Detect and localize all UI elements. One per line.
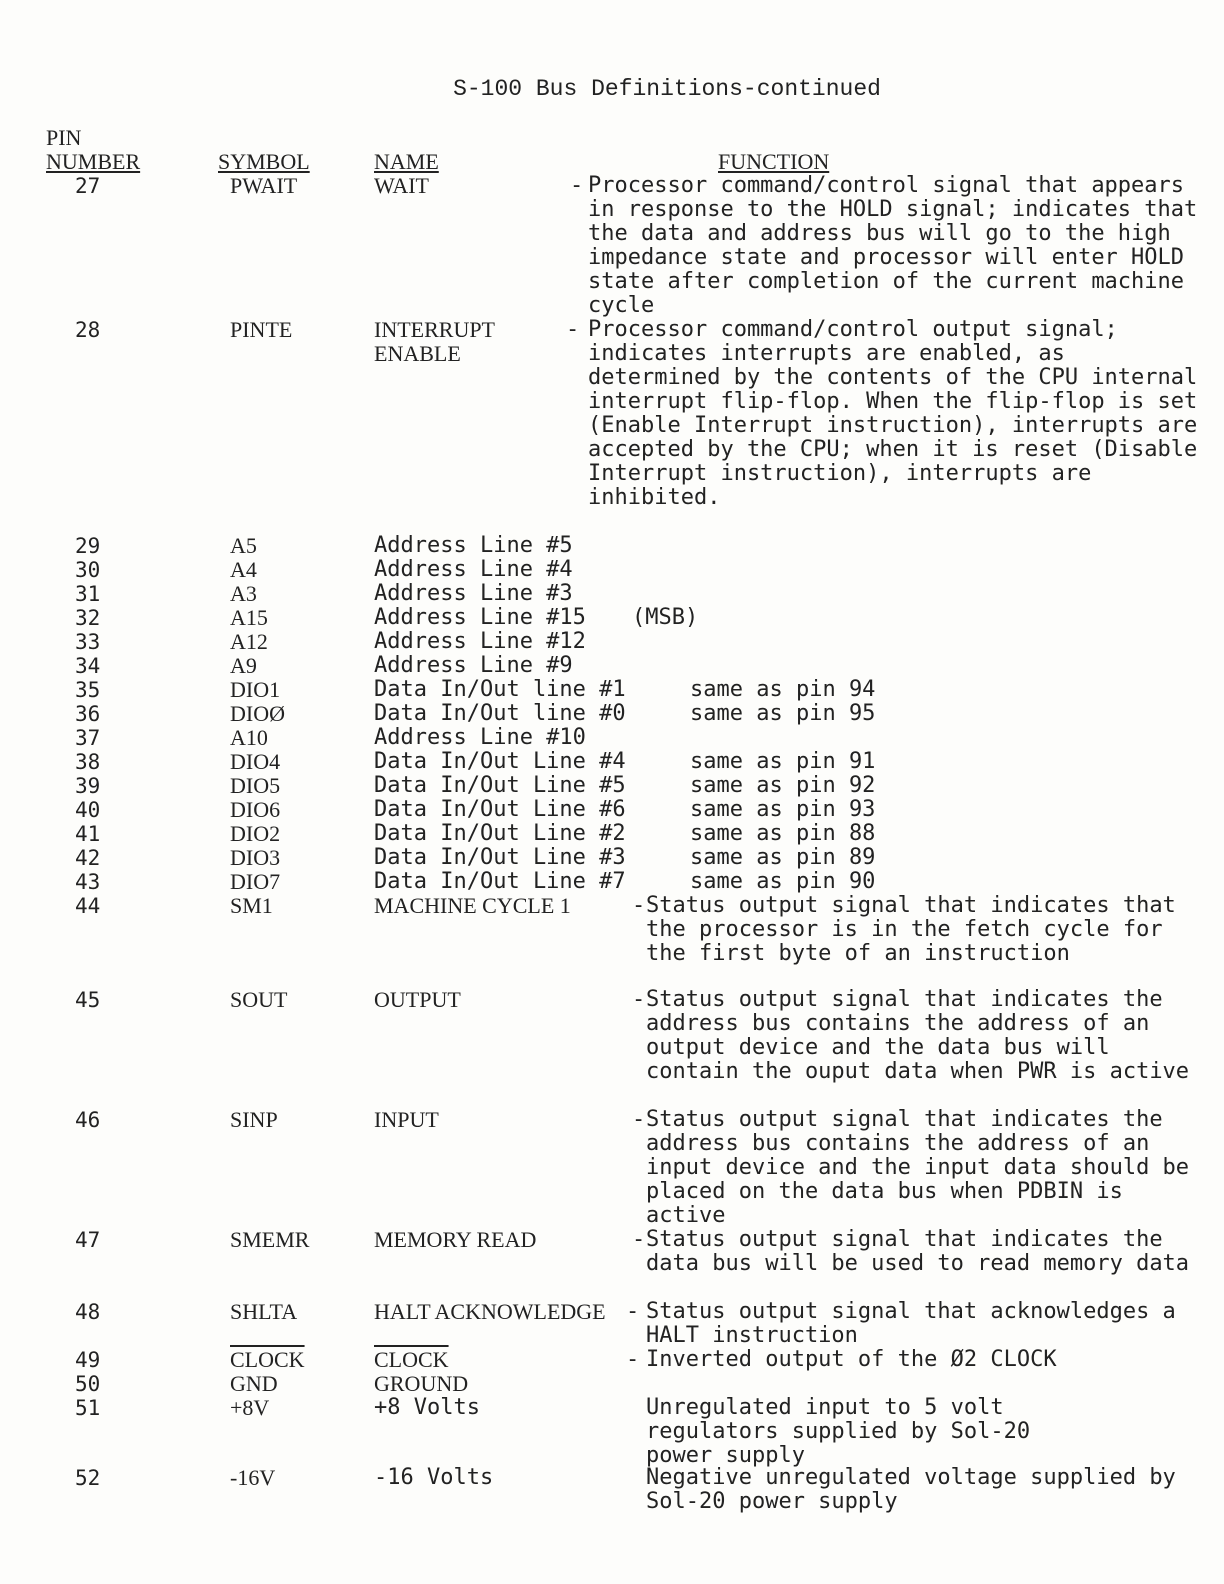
header-function: FUNCTION: [718, 149, 830, 174]
signal-symbol: SM1: [230, 893, 273, 918]
signal-symbol: DIO6: [230, 797, 281, 822]
signal-name: Address Line #12: [374, 629, 586, 654]
signal-symbol: SOUT: [230, 987, 288, 1012]
signal-name: INTERRUPT ENABLE: [374, 317, 495, 366]
pin-number: 35: [75, 678, 101, 702]
signal-name: Address Line #15: [374, 605, 586, 630]
signal-function: same as pin 90: [690, 869, 876, 894]
pin-number: 49: [75, 1348, 101, 1372]
signal-function: same as pin 93: [690, 797, 876, 822]
signal-name: INPUT: [374, 1107, 439, 1132]
signal-name: GROUND: [374, 1371, 469, 1396]
signal-function: Status output signal that indicates that the processor is in the fetch cycle for the first byte of an instruction: [646, 893, 1176, 966]
pin-number: 36: [75, 702, 101, 726]
header-number: NUMBER: [46, 149, 141, 174]
signal-symbol: PINTE: [230, 317, 293, 342]
function-dash: -: [566, 317, 580, 342]
function-dash: -: [632, 987, 646, 1012]
signal-symbol: A3: [230, 581, 257, 606]
signal-name: Data In/Out line #0: [374, 701, 626, 726]
function-dash: -: [570, 173, 584, 198]
signal-function: Negative unregulated voltage supplied by Sol-20 power supply: [646, 1465, 1176, 1514]
signal-name: Data In/Out Line #4: [374, 749, 626, 774]
signal-symbol: PWAIT: [230, 173, 298, 198]
pin-number: 48: [75, 1300, 101, 1324]
signal-symbol: DIO1: [230, 677, 281, 702]
signal-name: -16 Volts: [374, 1465, 494, 1490]
signal-function: Status output signal that indicates the address bus contains the address of an output device and the data bus will contain the ouput data when PWR is active: [646, 987, 1190, 1084]
pin-number: 43: [75, 870, 101, 894]
signal-symbol: CLOCK: [230, 1347, 305, 1372]
function-dash: -: [626, 1347, 640, 1372]
pin-number: 38: [75, 750, 101, 774]
pin-number: 39: [75, 774, 101, 798]
signal-name: MACHINE CYCLE 1: [374, 893, 571, 918]
pin-number: 46: [75, 1108, 101, 1132]
function-dash: -: [632, 1107, 646, 1132]
signal-name: WAIT: [374, 173, 429, 198]
signal-name: Address Line #5: [374, 533, 573, 558]
pin-number: 41: [75, 822, 101, 846]
signal-symbol: A10: [230, 725, 268, 750]
signal-symbol: SINP: [230, 1107, 278, 1132]
page-title: S-100 Bus Definitions-continued: [453, 76, 881, 102]
header-pin: PIN: [46, 125, 82, 150]
signal-symbol: A4: [230, 557, 257, 582]
header-symbol: SYMBOL: [218, 149, 310, 174]
signal-symbol: A12: [230, 629, 268, 654]
signal-symbol: +8V: [230, 1395, 270, 1420]
function-dash: -: [632, 893, 646, 918]
signal-symbol: SMEMR: [230, 1227, 310, 1252]
signal-function: Processor command/control signal that appears in response to the HOLD signal; indicates that the data and address bus will go to the high impedance state and processor will enter HOLD state after completion of the current machine cycle: [588, 173, 1198, 318]
pin-number: 50: [75, 1372, 101, 1396]
pin-number: 52: [75, 1466, 101, 1490]
signal-symbol: -16V: [230, 1465, 276, 1490]
signal-symbol: A5: [230, 533, 257, 558]
signal-name: +8 Volts: [374, 1395, 480, 1420]
pin-number: 45: [75, 988, 101, 1012]
function-dash: -: [632, 1227, 646, 1252]
signal-function: same as pin 95: [690, 701, 876, 726]
signal-symbol: DIO7: [230, 869, 281, 894]
signal-symbol: GND: [230, 1371, 278, 1396]
signal-symbol: DIO4: [230, 749, 281, 774]
signal-function: same as pin 91: [690, 749, 876, 774]
signal-symbol: A15: [230, 605, 268, 630]
pin-number: 47: [75, 1228, 101, 1252]
pin-number: 33: [75, 630, 101, 654]
pin-number: 28: [75, 318, 101, 342]
pin-number: 27: [75, 174, 101, 198]
signal-name: CLOCK: [374, 1347, 449, 1372]
signal-name: Address Line #3: [374, 581, 573, 606]
signal-function: same as pin 92: [690, 773, 876, 798]
signal-symbol: SHLTA: [230, 1299, 298, 1324]
pin-number: 44: [75, 894, 101, 918]
signal-name: Data In/Out Line #6: [374, 797, 626, 822]
signal-name: Data In/Out Line #2: [374, 821, 626, 846]
signal-function: same as pin 89: [690, 845, 876, 870]
signal-function: Processor command/control output signal; indicates interrupts are enabled, as determined by the contents of the CPU internal interrupt flip-flop. When the flip-flop is set (Enable Interrupt instruction), interrupts are accepted by the CPU; when it is reset (Disable Interrupt instruction), interrupts are inhibited.: [588, 317, 1198, 510]
signal-name: Data In/Out Line #7: [374, 869, 626, 894]
signal-name: OUTPUT: [374, 987, 461, 1012]
pin-number: 29: [75, 534, 101, 558]
signal-function: Status output signal that indicates the data bus will be used to read memory data: [646, 1227, 1190, 1276]
pin-number: 51: [75, 1396, 101, 1420]
pin-number: 42: [75, 846, 101, 870]
signal-function: Status output signal that acknowledges a HALT instruction: [646, 1299, 1176, 1348]
pin-number: 32: [75, 606, 101, 630]
signal-name: Address Line #4: [374, 557, 573, 582]
signal-name: Data In/Out line #1: [374, 677, 626, 702]
signal-symbol: A9: [230, 653, 257, 678]
pin-number: 30: [75, 558, 101, 582]
signal-name: Data In/Out Line #5: [374, 773, 626, 798]
signal-function: (MSB): [632, 605, 699, 630]
header-name: NAME: [374, 149, 439, 174]
signal-name: Address Line #9: [374, 653, 573, 678]
signal-function: same as pin 94: [690, 677, 876, 702]
signal-name: Address Line #10: [374, 725, 586, 750]
signal-name: HALT ACKNOWLEDGE: [374, 1299, 606, 1324]
signal-name: MEMORY READ: [374, 1227, 537, 1252]
signal-function: Status output signal that indicates the address bus contains the address of an input device and the input data should be placed on the data bus when PDBIN is active: [646, 1107, 1190, 1228]
signal-name: Data In/Out Line #3: [374, 845, 626, 870]
pin-number: 34: [75, 654, 101, 678]
signal-symbol: DIO3: [230, 845, 281, 870]
pin-number: 31: [75, 582, 101, 606]
signal-symbol: DIOØ: [230, 701, 285, 726]
signal-function: Unregulated input to 5 volt regulators supplied by Sol-20 power supply: [646, 1395, 1031, 1468]
pin-number: 37: [75, 726, 101, 750]
signal-symbol: DIO2: [230, 821, 281, 846]
signal-function: Inverted output of the Ø2 CLOCK: [646, 1347, 1057, 1372]
signal-symbol: DIO5: [230, 773, 281, 798]
pin-number: 40: [75, 798, 101, 822]
function-dash: -: [626, 1299, 640, 1324]
signal-function: same as pin 88: [690, 821, 876, 846]
